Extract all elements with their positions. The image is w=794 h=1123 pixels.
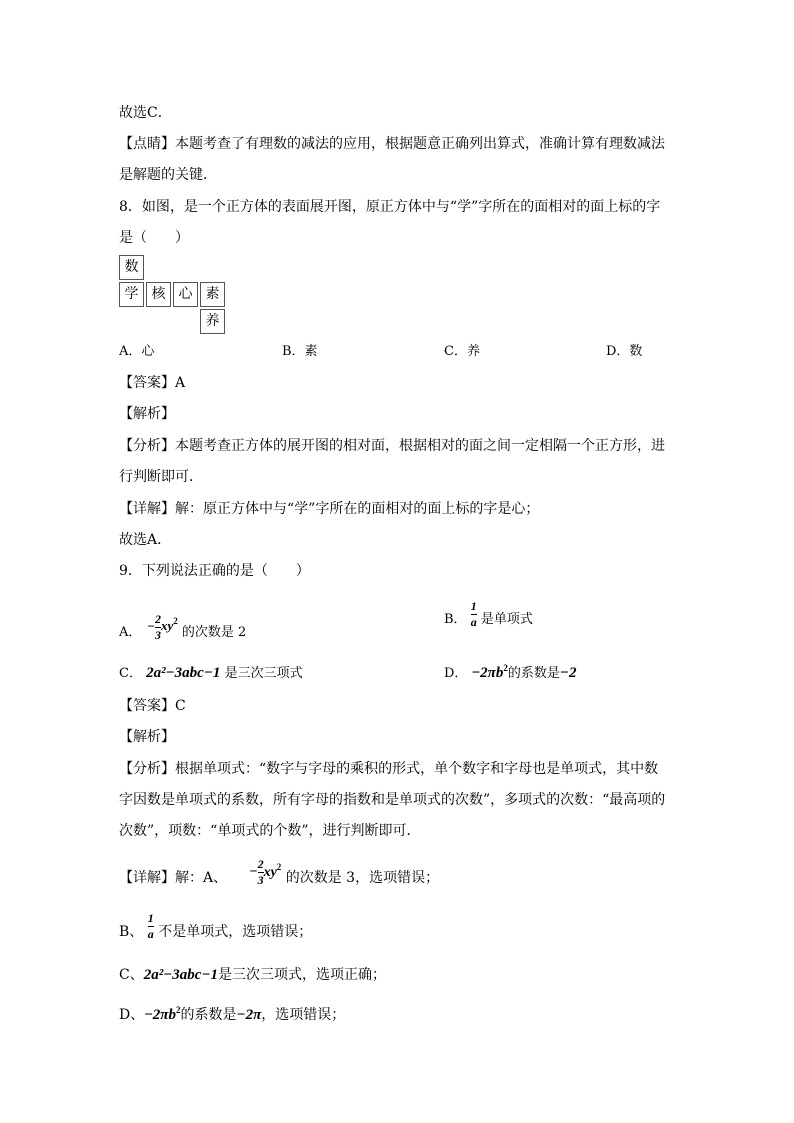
q9-detail-a: 【详解】解：A、 − $\frac{2}{3}$ $xy^2$ 的次数是 3，选项错误； [119, 857, 440, 887]
q8-analysis-line-2: 行判断即可． [119, 469, 203, 485]
q9-detail-c: C、2a²−3abc−1是三次三项式，选项正确； [119, 967, 387, 983]
q9-analysis-heading: 【解析】 [119, 729, 175, 745]
q9-option-d: D． $-2\pi b^2$的系数是−2 [444, 663, 577, 681]
detail-c-expression: 2a²−3abc−1 [143, 967, 219, 983]
q9-analysis-line-1: 【分析】根据单项式：“数字与字母的乘积的形式，单个数字和字母也是单项式，其中数 [119, 761, 659, 777]
q9-analysis-line-2: 字因数是单项式的系数，所有字母的指数和是单项式的次数”，多项式的次数：“最高项的 [119, 792, 666, 808]
detail-b-fraction: $\frac{1}{a}$ [147, 911, 154, 941]
net-cell-4: 素 [200, 282, 225, 307]
q8-option-d: D．数 [606, 344, 643, 359]
q9-analysis-line-3: 次数”，项数：“单项式的个数”，进行判断即可． [119, 823, 421, 839]
q9-detail-b: B、 $\frac{1}{a}$ 不是单项式，选项错误； [119, 911, 313, 941]
comment-line-2: 是解题的关键． [119, 167, 217, 183]
q9-option-a: A． − $\frac{2}{3}$ $xy^2$ 的次数是 2 [119, 612, 247, 642]
fraction: $\frac{2}{3}$ [154, 612, 161, 642]
option-d-expression: $-2\pi b^2$ [471, 663, 508, 681]
q8-option-a: A．心 [119, 344, 155, 359]
q8-analysis-heading: 【解析】 [119, 406, 175, 422]
q9-answer: 【答案】C [119, 698, 186, 714]
q9-detail-d: D、$-2\pi b^2$的系数是−2π，选项错误； [119, 1005, 346, 1023]
q8-option-b: B．素 [282, 344, 318, 359]
net-cell-bottom: 养 [200, 309, 225, 334]
question-8-line-2: 是（ ） [119, 230, 189, 246]
net-cell-2: 核 [146, 282, 171, 307]
cube-net-figure [119, 255, 229, 335]
q8-answer: 【答案】A [119, 375, 186, 391]
q9-option-b: B． $\frac{1}{a}$ 是单项式 [444, 599, 533, 629]
q8-detail: 【详解】解：原正方体中与“学”字所在的面相对的面上标的字是心； [119, 501, 540, 517]
conclusion-line: 故选C． [119, 105, 172, 121]
option-b-fraction: $\frac{1}{a}$ [470, 599, 477, 629]
option-c-expression: 2a²−3abc−1 [146, 665, 221, 681]
detail-a-expression: − $\frac{2}{3}$ $xy^2$ [249, 857, 282, 887]
option-a-expression: − $\frac{2}{3}$ $xy^2$ [147, 612, 178, 642]
net-cell-top: 数 [119, 255, 144, 280]
comment-line-1: 【点睛】本题考查了有理数的减法的应用，根据题意正确列出算式，准确计算有理数减法 [119, 136, 665, 152]
q8-option-c: C．养 [444, 344, 480, 359]
q8-selection: 故选A． [119, 532, 172, 548]
net-cell-1: 学 [119, 282, 144, 307]
q8-analysis-line-1: 【分析】本题考查正方体的展开图的相对面，根据相对的面之间一定相隔一个正方形，进 [119, 438, 665, 454]
detail-d-expression: $-2\pi b^2$ [144, 1005, 181, 1023]
q9-option-c: C． 2a²−3abc−1 是三次三项式 [119, 665, 303, 681]
question-9: 9．下列说法正确的是（ ） [119, 563, 310, 579]
net-cell-3: 心 [173, 282, 198, 307]
question-8-line-1: 8．如图，是一个正方体的表面展开图，原正方体中与“学”字所在的面相对的面上标的字 [119, 199, 661, 215]
